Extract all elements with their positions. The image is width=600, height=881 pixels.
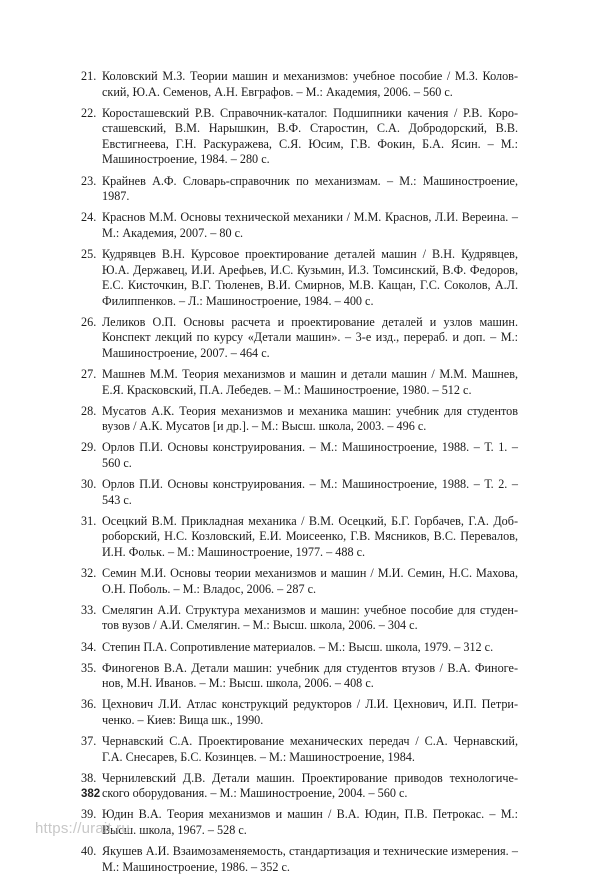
reference-item xyxy=(81,106,518,168)
reference-number: 38. xyxy=(81,770,97,785)
reference-item xyxy=(81,661,518,692)
reference-number: 36. xyxy=(81,697,97,712)
reference-text: Осецкий В.М. Прикладная механика / В.М. Осецкий, Б.Г. Горбачев, Г.А. Доброборский, Н.С. Козловский, Е.И. Моисеенко, Г.В. Мясников, В.С. Перевалов, И.Н. Фольк. – М.: Машиностроение, 1977. – 488 с. xyxy=(102,513,518,560)
reference-item xyxy=(81,174,518,205)
reference-text: Цехнович Л.И. Атлас конструкций редукторов / Л.И. Цехнович, И.П. Петриченко. – Киев: Вища шк., 1990. xyxy=(102,697,518,727)
reference-number: 23. xyxy=(81,173,97,188)
reference-item xyxy=(81,69,518,100)
reference-number: 25. xyxy=(81,246,97,261)
reference-item xyxy=(81,477,518,508)
reference-text: Юдин В.А. Теория механизмов и машин / В.А. Юдин, П.В. Петрокас. – М.: Высш. школа, 1967. – 528 с. xyxy=(102,807,518,837)
reference-item xyxy=(81,315,518,362)
reference-text: Орлов П.И. Основы конструирования. – М.: Машиностроение, 1988. – Т. 2. – 543 с. xyxy=(102,477,518,507)
reference-number: 31. xyxy=(81,513,97,528)
reference-item xyxy=(81,807,518,838)
reference-item xyxy=(81,566,518,597)
reference-text: Смелягин А.И. Структура механизмов и машин: учебное пособие для студентов вузов / А.И. Смелягин. – М.: Высш. школа, 2006. – 304 с. xyxy=(102,602,518,633)
reference-item xyxy=(81,734,518,765)
reference-number: 37. xyxy=(81,733,97,748)
reference-item xyxy=(81,603,518,634)
reference-text: Кудрявцев В.Н. Курсовое проектирование деталей машин / В.Н. Кудрявцев, Ю.А. Державец, И.И. Арефьев, И.С. Кузьмин, И.З. Томсинский, В.Ф. Федоров, Е.С. Кисточкин, В.Г. Тюленев, В.И. Смирнов, М.В. Кащан, Г.С. Соколов, А.Л. Филиппенков. – Л.: Машиностроение, 1984. – 400 с. xyxy=(102,246,518,308)
reference-number: 26. xyxy=(81,314,97,329)
reference-text: Орлов П.И. Основы конструирования. – М.: Машиностроение, 1988. – Т. 1. – 560 с. xyxy=(102,440,518,471)
reference-item xyxy=(81,367,518,398)
reference-number: 40. xyxy=(81,844,97,859)
reference-text: Леликов О.П. Основы расчета и проектирование деталей и узлов машин. Конспект лекций по курсу «Детали машин». – 3-е изд., перераб. и доп. – М.: Машиностроение, 2007. – 464 с. xyxy=(102,314,518,360)
watermark-url: https://urait.ru xyxy=(35,820,130,837)
reference-text: Семин М.И. Основы теории механизмов и машин / М.И. Семин, Н.С. Махова, О.Н. Поболь. – М.: Владос, 2006. – 287 с. xyxy=(102,566,518,596)
reference-number: 24. xyxy=(81,210,97,225)
reference-text: Машнев М.М. Теория механизмов и машин и детали машин / М.М. Машнев, Е.Я. Красковский, П.А. Лебедев. – М.: Машиностроение, 1980. – 512 с. xyxy=(102,367,518,397)
reference-number: 32. xyxy=(81,566,97,581)
page-number: 382 xyxy=(81,788,101,800)
reference-text: Коросташевский Р.В. Справочник-каталог. Подшипники качения / Р.В. Коросташевский, В.М. Нарышкин, В.Ф. Старостин, С.А. Добродорский, В.В. Евстигнеева, Г.Н. Раскуражева, С.Я. Юсим, Г.В. Фокин, Б.А. Ясин. – М.: Машиностроение, 1984. – 280 с. xyxy=(102,105,518,167)
reference-item xyxy=(81,771,518,802)
reference-list xyxy=(81,69,518,881)
reference-text: Степин П.А. Сопротивление материалов. – М.: Высш. школа, 1979. – 312 с. xyxy=(102,639,494,654)
reference-text: Якушев А.И. Взаимозаменяемость, стандартизация и технические измерения. – М.: Машиностроение, 1986. – 352 с. xyxy=(102,844,518,874)
reference-text: Крайнев А.Ф. Словарь-справочник по механизмам. – М.: Машиностроение, 1987. xyxy=(102,173,518,204)
reference-item xyxy=(81,440,518,471)
reference-text: Коловский М.З. Теории машин и механизмов: учебное пособие / М.З. Коловский, Ю.А. Семенов, А.Н. Евграфов. – М.: Академия, 2006. – 560 с. xyxy=(102,69,518,99)
reference-number: 27. xyxy=(81,367,97,382)
reference-number: 39. xyxy=(81,807,97,822)
reference-item xyxy=(81,210,518,241)
reference-number: 30. xyxy=(81,477,97,492)
reference-item xyxy=(81,404,518,435)
reference-item xyxy=(81,514,518,561)
reference-text: Чернилевский Д.В. Детали машин. Проектирование приводов технологического оборудования. – М.: Машиностроение, 2004. – 560 с. xyxy=(102,770,518,801)
reference-number: 22. xyxy=(81,105,97,120)
reference-text: Мусатов А.К. Теория механизмов и механика машин: учебник для студентов вузов / А.К. Мусатов [и др.]. – М.: Высш. школа, 2003. – 496 с. xyxy=(102,403,518,434)
reference-item xyxy=(81,697,518,728)
reference-text: Чернавский С.А. Проектирование механических передач / С.А. Чернавский, Г.А. Снесарев, Б.С. Козинцев. – М.: Машиностроение, 1984. xyxy=(102,733,518,764)
reference-number: 34. xyxy=(81,639,97,654)
reference-number: 33. xyxy=(81,602,97,617)
reference-item xyxy=(81,640,518,656)
reference-number: 29. xyxy=(81,440,97,455)
reference-number: 35. xyxy=(81,660,97,675)
reference-text: Финогенов В.А. Детали машин: учебник для студентов втузов / В.А. Финогенов, М.Н. Иванов. – М.: Высш. школа, 2006. – 408 с. xyxy=(102,660,518,691)
reference-item xyxy=(81,247,518,309)
reference-text: Краснов М.М. Основы технической механики / М.М. Краснов, Л.И. Вереина. – М.: Академия, 2007. – 80 с. xyxy=(102,210,518,240)
reference-number: 28. xyxy=(81,403,97,418)
reference-number: 21. xyxy=(81,69,97,83)
